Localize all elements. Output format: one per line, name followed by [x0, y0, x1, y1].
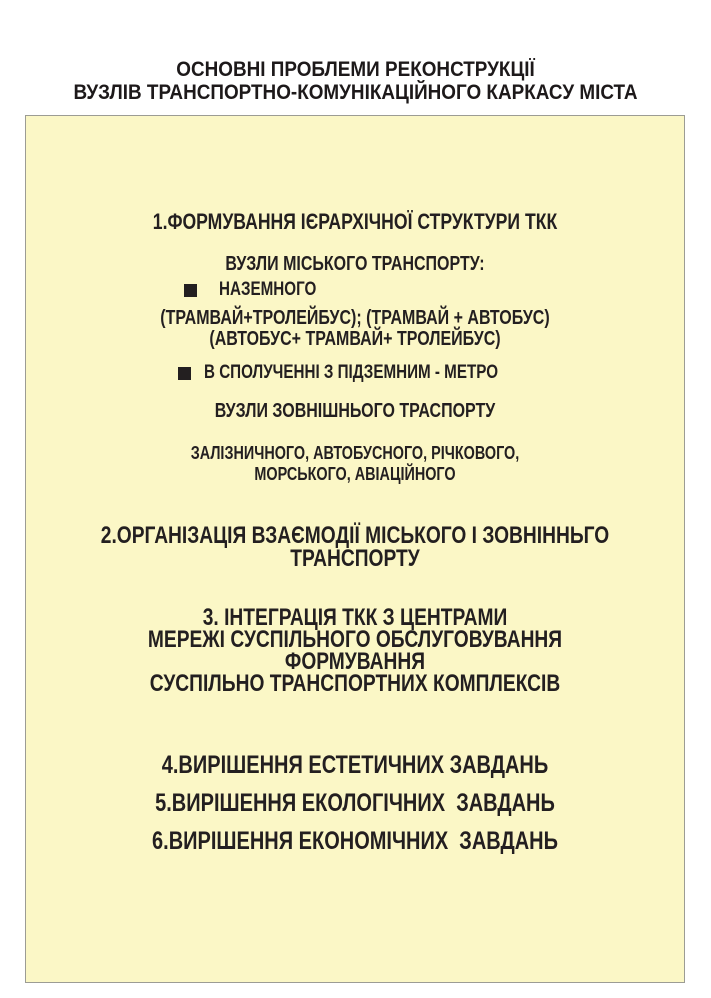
item3-line-3: ФОРМУВАННЯ — [284, 648, 426, 675]
item2-line-1: 2.ОРГАНІЗАЦІЯ ВЗАЄМОДІЇ МІСЬКОГО І ЗОВНІННЬГО — [100, 522, 610, 549]
external-types-line-2: МОРСЬКОГО, АВІАЦІЙНОГО — [254, 464, 456, 484]
page-title-line-2: ВУЗЛІВ ТРАНСПОРТНО-КОМУНІКАЦІЙНОГО КАРКАСУ МІСТА — [73, 81, 638, 104]
ground-transport-combinations — [92, 308, 618, 350]
item4-heading: 4.ВИРІШЕННЯ ЕСТЕТИЧНИХ ЗАВДАНЬ — [161, 751, 549, 779]
bullet-item-underground-label: В СПОЛУЧЕННІ З ПІДЗЕМНИМ - МЕТРО — [204, 362, 499, 383]
external-transport-types — [92, 443, 618, 485]
content-panel — [25, 115, 685, 983]
square-bullet-icon — [178, 367, 191, 380]
item2-line-2: ТРАНСПОРТУ — [290, 545, 420, 572]
item3-heading — [92, 604, 618, 697]
page-title — [0, 58, 711, 104]
ground-combo-line-1: (ТРАМВАЙ+ТРОЛЕЙБУС); (ТРАМВАЙ + АВТОБУС) — [160, 307, 550, 329]
ground-combo-line-2: (АВТОБУС+ ТРАМВАЙ+ ТРОЛЕЙБУС) — [209, 328, 501, 350]
bullet-item-underground — [178, 362, 572, 384]
bullet-item-ground — [184, 279, 341, 301]
item6-heading: 6.ВИРІШЕННЯ ЕКОНОМІЧНИХ ЗАВДАНЬ — [152, 827, 558, 855]
item2-heading — [92, 524, 618, 570]
item1-heading: 1.ФОРМУВАННЯ ІЄРАРХІЧНОЇ СТРУКТУРИ ТКК — [152, 209, 558, 234]
item5-heading: 5.ВИРІШЕННЯ ЕКОЛОГІЧНИХ ЗАВДАНЬ — [155, 789, 555, 817]
page-title-line-1: ОСНОВНІ ПРОБЛЕМИ РЕКОНСТРУКЦІЇ — [176, 58, 535, 81]
item3-line-1: 3. ІНТЕГРАЦІЯ ТКК З ЦЕНТРАМИ — [202, 604, 508, 631]
external-transport-nodes-heading: ВУЗЛИ ЗОВНІШНЬОГО ТРАСПОРТУ — [214, 400, 496, 422]
external-types-line-1: ЗАЛІЗНИЧНОГО, АВТОБУСНОГО, РІЧКОВОГО, — [190, 443, 520, 463]
item3-line-2: МЕРЕЖІ СУСПІЛЬНОГО ОБСЛУГОВУВАННЯ — [147, 626, 563, 653]
city-transport-nodes-heading: ВУЗЛИ МІСЬКОГО ТРАНСПОРТУ: — [225, 253, 485, 275]
square-bullet-icon — [184, 284, 197, 297]
bullet-item-ground-label: НАЗЕМНОГО — [219, 279, 317, 300]
item3-line-4: СУСПІЛЬНО ТРАНСПОРТНИХ КОМПЛЕКСІВ — [149, 670, 561, 697]
